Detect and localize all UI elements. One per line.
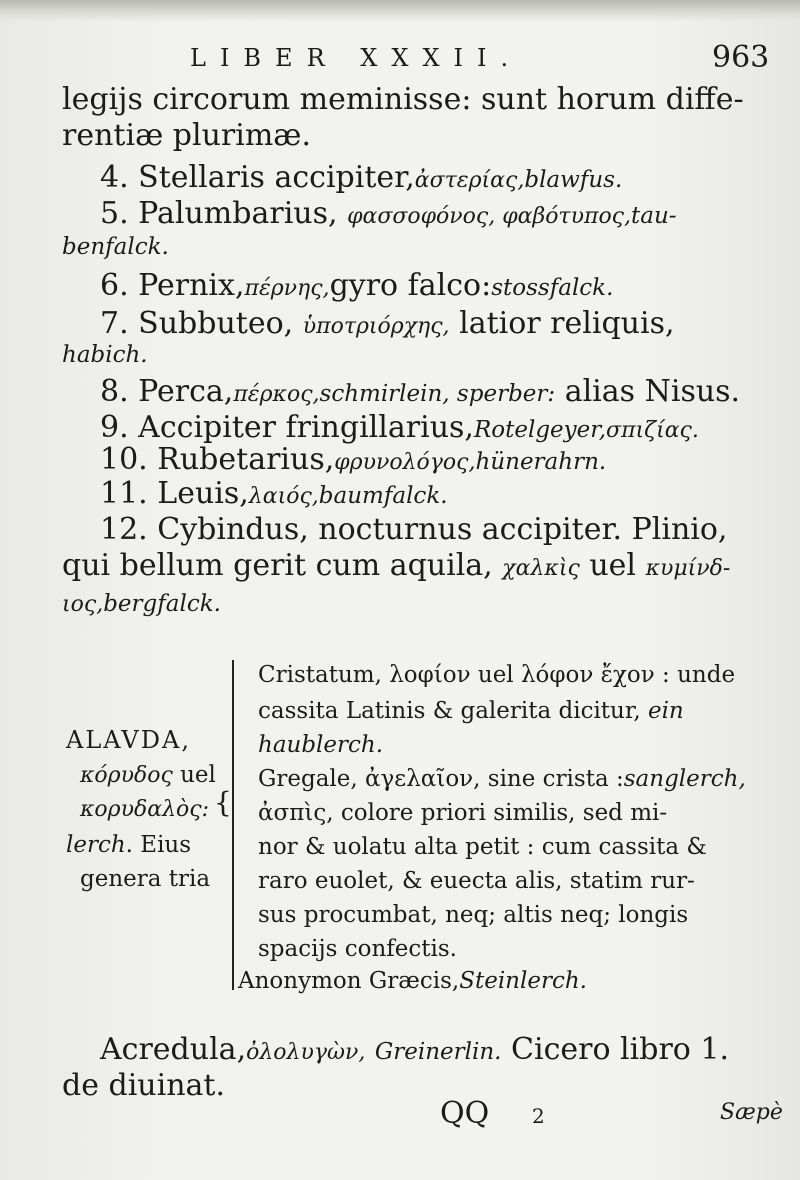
alauda-item-7: raro euolet, & euecta alis, statim rur-: [258, 868, 695, 894]
entry-german: baumfalck.: [318, 483, 448, 509]
entry-latin: Stellaris accipiter,: [138, 160, 415, 195]
entry-greek: πέρκος,: [233, 382, 320, 407]
entry-mixed: gyro falco:: [329, 268, 492, 303]
cont-greek-3: ιος,: [62, 592, 104, 617]
cont-greek-2: κυμίνδ-: [645, 556, 731, 581]
alauda-item-8: sus procumbat, neq; altis neq; longis: [258, 902, 689, 928]
signature-mark: QQ: [440, 1096, 490, 1131]
acredula-latin: Acredula,: [100, 1032, 247, 1067]
entry-num: 12.: [100, 512, 148, 547]
alauda-greek-2: κορυδαλὸς:: [80, 797, 210, 822]
acredula-line-2: de diuinat.: [62, 1068, 226, 1103]
alauda-line-3: [66, 832, 191, 858]
brace-point: {: [214, 786, 232, 819]
alauda-german: lerch: [66, 832, 126, 858]
entry-latin: Perca,: [138, 374, 234, 409]
entry-12: [100, 512, 727, 547]
entry-greek: φρυνολόγος,: [334, 450, 476, 475]
entry-german: Rotelgeyer,: [473, 417, 607, 443]
entry-5-cont: benfalck.: [62, 234, 169, 260]
alauda-item-2: [258, 698, 684, 724]
entry-greek: πέρνης,: [244, 276, 330, 301]
entry-num: 6.: [100, 268, 129, 303]
entry-num: 11.: [100, 476, 148, 511]
entry-greek: ὑποτριόρχης,: [302, 314, 450, 339]
cont-text: qui bellum gerit cum aquila,: [62, 548, 493, 583]
entry-8: [100, 374, 740, 409]
alauda-item-3: haublerch.: [258, 732, 384, 758]
entry-german: stossfalck.: [491, 275, 614, 301]
alauda-line-1: [80, 762, 216, 788]
entry-latin: Pernix,: [138, 268, 245, 303]
entry-11: [100, 476, 448, 511]
entry-latin: Cybindus, nocturnus accipiter. Plinio,: [157, 512, 728, 547]
alauda-steinlerch: Steinlerch.: [459, 968, 587, 994]
entry-num: 9.: [100, 410, 129, 445]
alauda-item-10: [238, 968, 587, 994]
entry-num: 8.: [100, 374, 129, 409]
entry-greek: σπιζίας.: [606, 418, 699, 443]
text-line-2: rentiæ plurimæ.: [62, 118, 312, 153]
alauda-title: ALAVDA,: [66, 726, 191, 754]
entry-mixed: latior reliquis,: [459, 306, 675, 341]
acredula-line: [100, 1032, 729, 1067]
acredula-german: Greinerlin.: [374, 1039, 502, 1065]
cont-german: bergfalck.: [103, 591, 221, 617]
alauda-item-9: spacijs confectis.: [258, 936, 457, 962]
alauda-uel: uel: [180, 762, 216, 788]
entry-7-cont: habich.: [62, 342, 148, 368]
entry-german: hünerahrn.: [475, 449, 607, 475]
alauda-line-4: genera tria: [80, 866, 211, 892]
text-line-1: legijs circorum meminisse: sunt horum diffe-: [62, 82, 744, 117]
alauda-item-6: nor & uolatu alta petit : cum cassita &: [258, 834, 707, 860]
entry-german: tau-: [631, 203, 677, 229]
entry-latin: Palumbarius,: [138, 196, 338, 231]
entry-greek: φασσοφόνος, φαβότυπος,: [347, 204, 631, 229]
page-number: 963: [712, 40, 770, 75]
entry-german: schmirlein, sperber:: [319, 381, 556, 407]
entry-latin: Leuis,: [157, 476, 249, 511]
cont-greek: χαλκὶς: [502, 556, 580, 581]
entry-latin: Accipiter fringillarius,: [138, 410, 474, 445]
entry-9: [100, 410, 699, 445]
entry-german: blawfus.: [524, 167, 623, 193]
entry-greek: λαιός,: [248, 484, 319, 509]
alauda-brace: [232, 660, 234, 990]
entry-5: [100, 196, 677, 231]
alauda-item-1: Cristatum, λοφίον uel λόφον ἔχον : unde: [258, 662, 736, 688]
alauda-item-4-text: Gregale, ἀγελαῖον, sine crista :: [258, 766, 624, 792]
alauda-item-10-text: Anonymon Græcis,: [238, 968, 460, 994]
entry-4: [100, 160, 622, 195]
entry-12-cont-2: [62, 584, 221, 619]
alauda-item-5: ἀσπὶς, colore priori similis, sed mi-: [258, 800, 668, 826]
running-title: LIBER XXXII.: [190, 44, 523, 72]
alauda-greek-1: κόρυδος: [80, 763, 173, 788]
entry-6: [100, 268, 613, 303]
alauda-ein: ein: [647, 698, 684, 724]
entry-7: [100, 306, 675, 341]
entry-latin: Subbuteo,: [138, 306, 294, 341]
entry-num: 5.: [100, 196, 129, 231]
entry-num: 10.: [100, 442, 148, 477]
entry-greek: ἀστερίας,: [414, 168, 525, 193]
signature-number: 2: [532, 1104, 545, 1128]
alauda-sanglerch: sanglerch,: [623, 766, 746, 792]
entry-latin: Rubetarius,: [157, 442, 335, 477]
alauda-item-4: [258, 766, 746, 792]
entry-10: [100, 442, 606, 477]
acredula-cicero: Cicero libro 1.: [511, 1032, 730, 1067]
alauda-item-2-text: cassita Latinis & galerita dicitur,: [258, 698, 641, 724]
catchword: Sæpè: [720, 1100, 783, 1125]
entry-num: 7.: [100, 306, 129, 341]
entry-extra: alias Nisus.: [564, 374, 741, 409]
alauda-line-2: [80, 796, 209, 822]
entry-num: 4.: [100, 160, 129, 195]
entry-12-cont: [62, 548, 730, 583]
page-top-shadow: [0, 0, 800, 22]
alauda-rest-1: . Eius: [125, 832, 192, 858]
cont-mid: uel: [589, 548, 637, 583]
acredula-greek: ὀλολυγὼν,: [246, 1040, 366, 1065]
